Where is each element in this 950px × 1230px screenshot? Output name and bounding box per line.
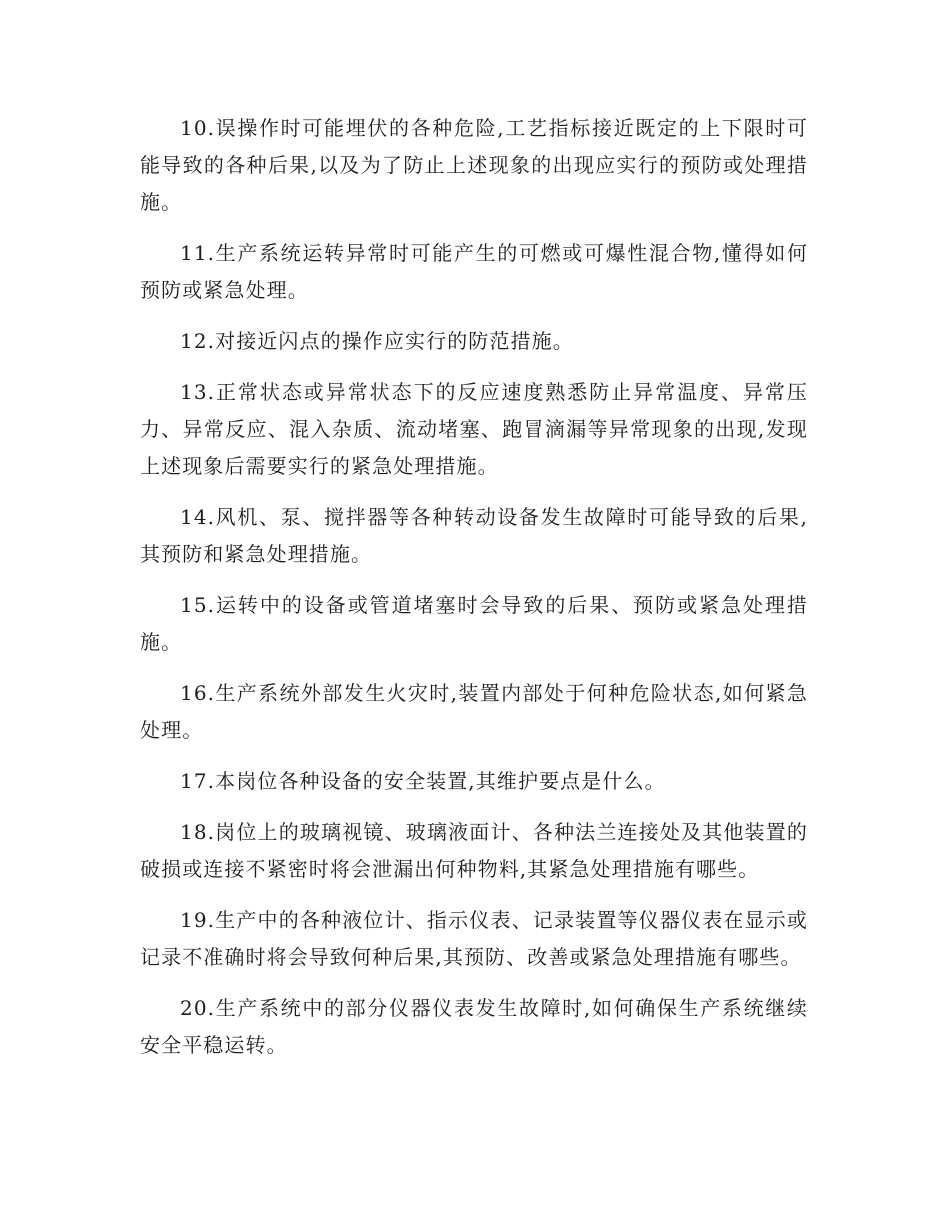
paragraph-19: 19.生产中的各种液位计、指示仪表、记录装置等仪器仪表在显示或记录不准确时将会导致何种后果,其预防、改善或紧急处理措施有哪些。 (140, 908, 808, 969)
paragraph-17: 17.本岗位各种设备的安全装置,其维护要点是什么。 (180, 769, 666, 793)
paragraph-12: 12.对接近闪点的操作应实行的防范措施。 (180, 329, 574, 353)
paragraph-11: 11.生产系统运转异常时可能产生的可燃或可爆性混合物,懂得如何预防或紧急处理。 (140, 241, 808, 302)
paragraph-15: 15.运转中的设备或管道堵塞时会导致的后果、预防或紧急处理措施。 (140, 593, 808, 654)
paragraph-18: 18.岗位上的玻璃视镜、玻璃液面计、各种法兰连接处及其他装置的破损或连接不紧密时将会泄漏出何种物料,其紧急处理措施有哪些。 (140, 820, 808, 881)
paragraph-10: 10.误操作时可能埋伏的各种危险,工艺指标接近既定的上下限时可能导致的各种后果,以及为了防止上述现象的出现应实行的预防或处理措施。 (140, 116, 808, 214)
paragraph-20: 20.生产系统中的部分仪器仪表发生故障时,如何确保生产系统继续安全平稳运转。 (140, 996, 808, 1057)
paragraph-13: 13.正常状态或异常状态下的反应速度熟悉防止异常温度、异常压力、异常反应、混入杂质、流动堵塞、跑冒滴漏等异常现象的出现,发现上述现象后需要实行的紧急处理措施。 (140, 380, 808, 478)
document-body (140, 110, 808, 1078)
paragraph-16: 16.生产系统外部发生火灾时,装置内部处于何种危险状态,如何紧急处理。 (140, 681, 808, 742)
paragraph-14: 14.风机、泵、搅拌器等各种转动设备发生故障时可能导致的后果,其预防和紧急处理措施。 (140, 505, 808, 566)
